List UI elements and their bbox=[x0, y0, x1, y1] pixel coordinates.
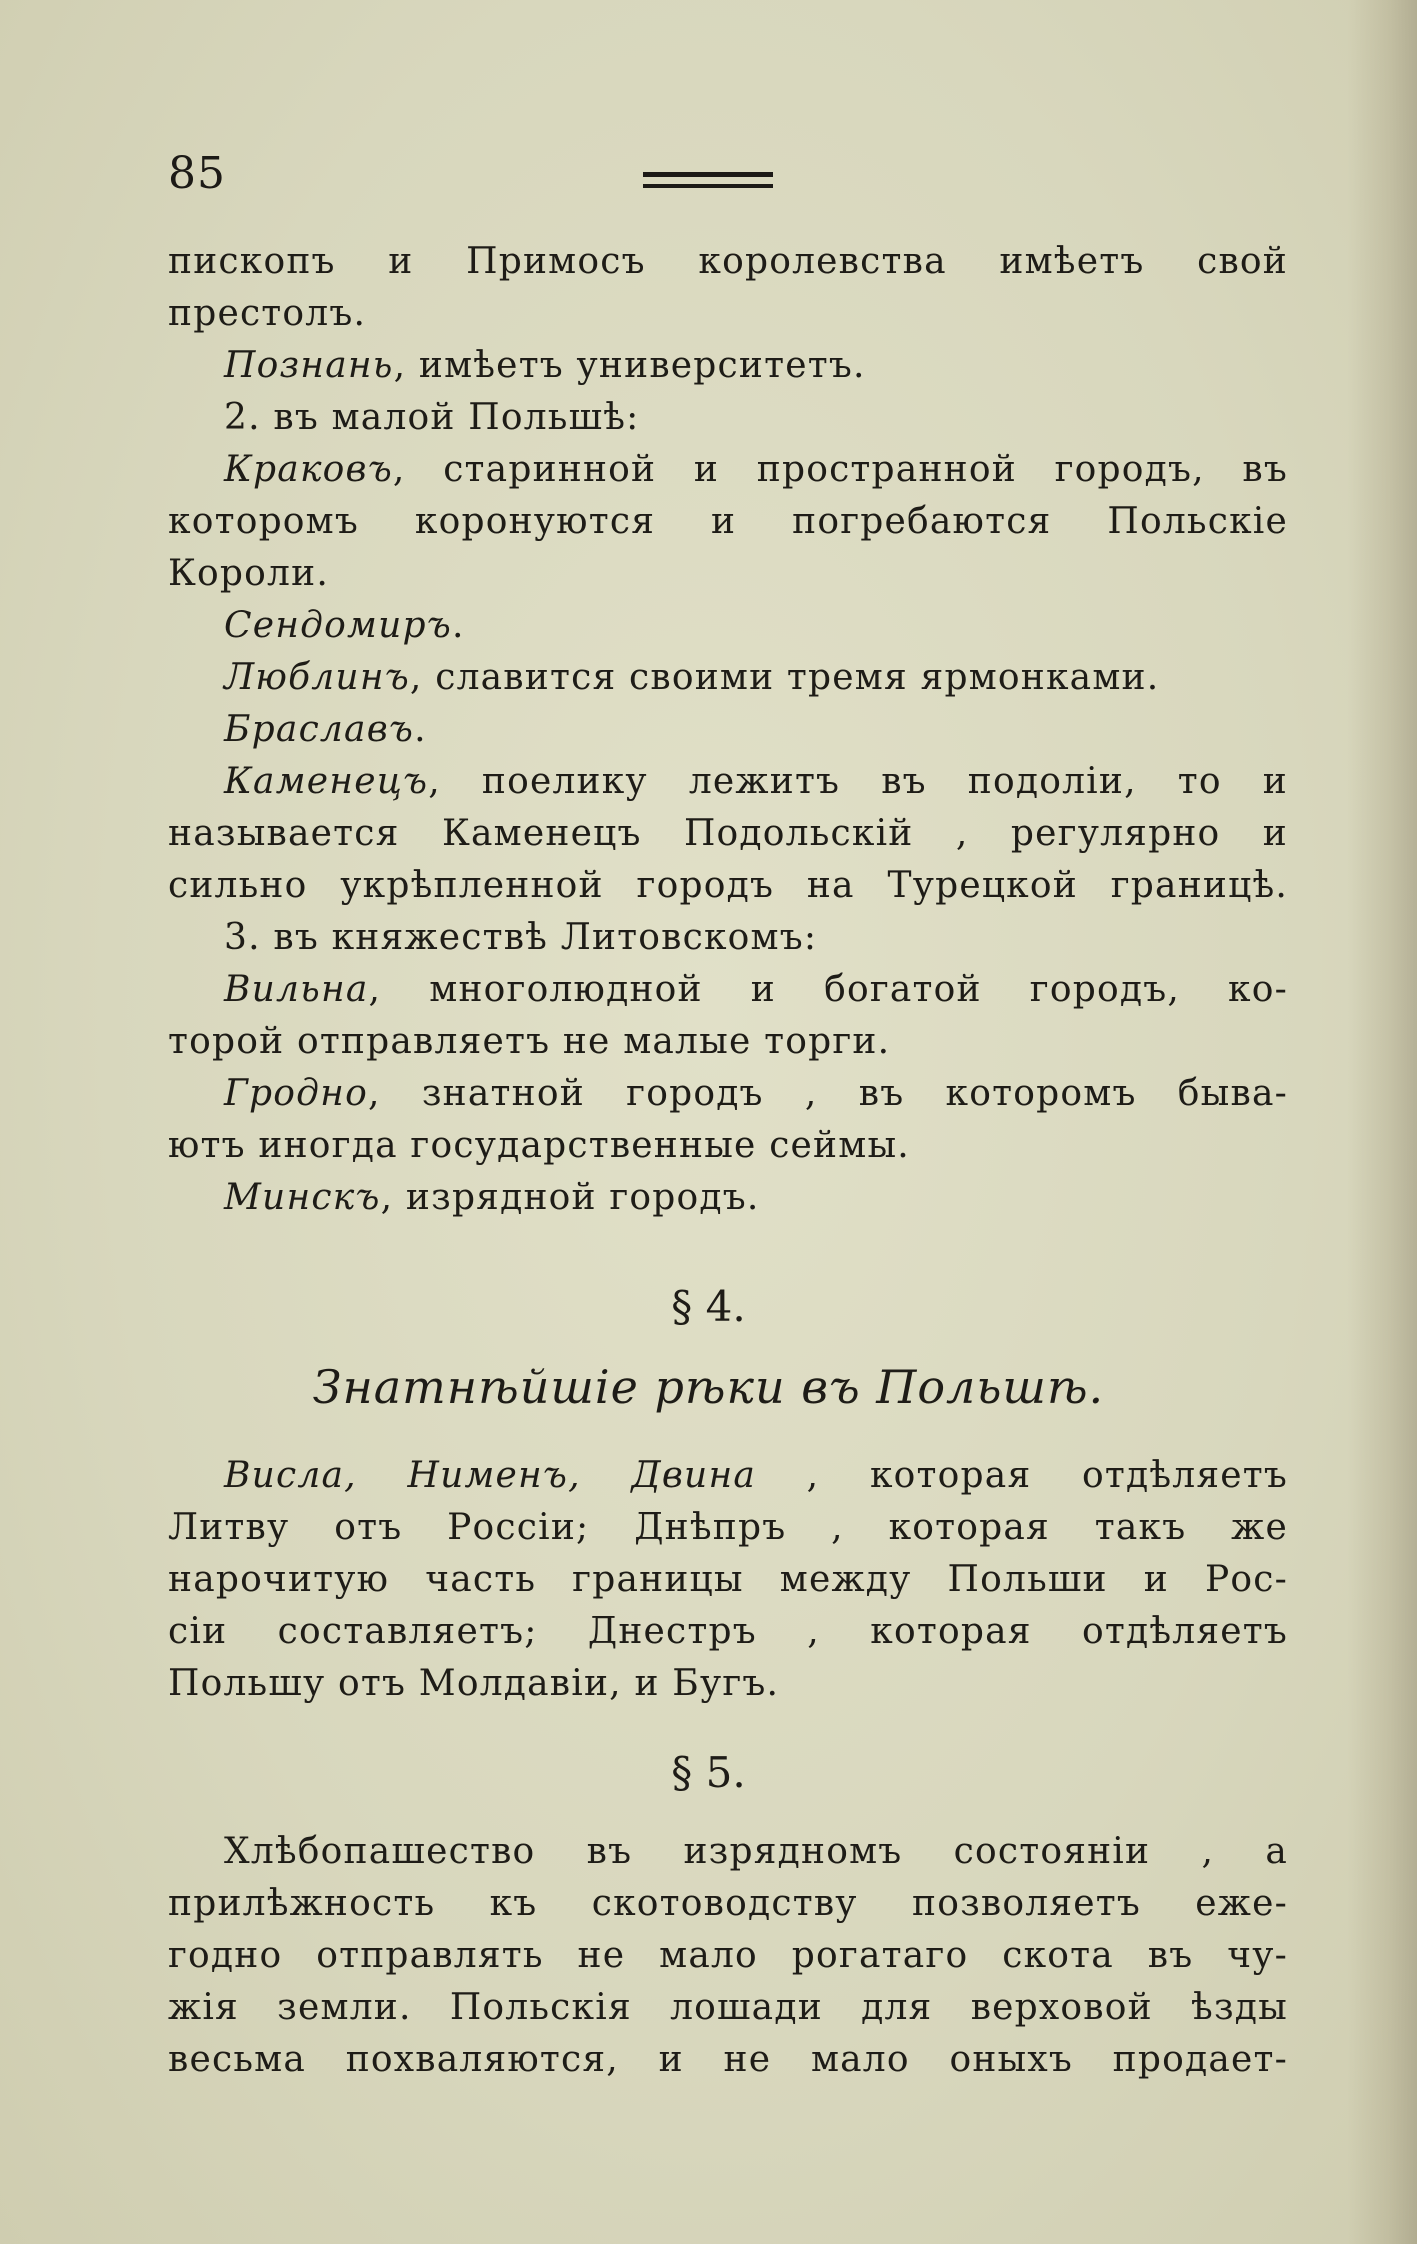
city-name: Познань bbox=[224, 345, 394, 386]
city-name: Краковъ bbox=[224, 449, 393, 490]
header-rule bbox=[643, 184, 773, 188]
text-line: весьма похваляются, и не мало оныхъ продает- bbox=[168, 2039, 1288, 2080]
text-line: сильно укрѣпленной городъ на Турецкой границѣ. bbox=[168, 865, 1288, 906]
city-name: Каменецъ bbox=[224, 761, 429, 802]
page-number: 85 bbox=[168, 148, 226, 199]
text-line: прилѣжность къ скотоводству позволяетъ еже- bbox=[168, 1883, 1288, 1924]
text-line: 2. въ малой Польшѣ: bbox=[224, 397, 640, 438]
city-name: Браславъ bbox=[224, 709, 415, 750]
text-line: сіи составляетъ; Днестръ , которая отдѣляетъ bbox=[168, 1611, 1288, 1652]
text-block-cities bbox=[168, 236, 1288, 1224]
text-block-rivers bbox=[168, 1450, 1288, 1710]
header-rule bbox=[643, 172, 773, 177]
text-line: Литву отъ Россіи; Днѣпръ , которая такъ же bbox=[168, 1507, 1288, 1548]
text-line: Люблинъ, славится своими тремя ярмонками. bbox=[224, 657, 1160, 698]
text-line: Краковъ, старинной и пространной городъ, въ bbox=[224, 449, 1288, 490]
text-line: Каменецъ, поелику лежитъ въ подоліи, то и bbox=[224, 761, 1288, 802]
text-line: торой отправляетъ не малые торги. bbox=[168, 1021, 891, 1062]
river-names: Висла, Нименъ, Двина bbox=[224, 1455, 757, 1496]
text-line: ютъ иногда государственные сеймы. bbox=[168, 1125, 910, 1166]
text-line: Вильна, многолюдной и богатой городъ, ко- bbox=[224, 969, 1288, 1010]
text-line: называется Каменецъ Подольскій , регулярно и bbox=[168, 813, 1288, 854]
page-edge-shadow bbox=[1347, 0, 1417, 2244]
city-name: Вильна bbox=[224, 969, 369, 1010]
text-line: Познань, имѣетъ университетъ. bbox=[224, 345, 866, 386]
text-line: Польшу отъ Молдавіи, и Бугъ. bbox=[168, 1663, 780, 1704]
text-line: Гродно, знатной городъ , въ которомъ быва- bbox=[224, 1073, 1288, 1114]
section-title-rivers: Знатнѣйшіе рѣки въ Польшѣ. bbox=[312, 1360, 1105, 1414]
city-name: Гродно bbox=[224, 1073, 368, 1114]
text-line: пископъ и Примосъ королевства имѣетъ свой bbox=[168, 241, 1288, 282]
text-line: жія земли. Польскія лошади для верховой ѣзды bbox=[168, 1987, 1288, 2028]
text-line: нарочитую часть границы между Польши и Рос- bbox=[168, 1559, 1288, 1600]
text-block-agriculture bbox=[168, 1826, 1288, 2086]
text-line: Сендомиръ. bbox=[224, 605, 465, 646]
text-line: Висла, Нименъ, Двина , которая отдѣляетъ bbox=[224, 1455, 1288, 1496]
city-name: Сендомиръ bbox=[224, 605, 452, 646]
text-line: годно отправлять не мало рогатаго скота въ чу- bbox=[168, 1935, 1288, 1976]
text-line: которомъ коронуются и погребаются Польскіе bbox=[168, 501, 1288, 542]
section-sign-4: § 4. bbox=[671, 1282, 746, 1331]
section-sign-5: § 5. bbox=[671, 1748, 746, 1797]
text-line: Хлѣбопашество въ изрядномъ состояніи , а bbox=[224, 1831, 1288, 1872]
text-line: Браславъ. bbox=[224, 709, 427, 750]
text-line: Короли. bbox=[168, 553, 329, 594]
city-name: Люблинъ bbox=[224, 657, 410, 698]
city-name: Минскъ bbox=[224, 1177, 381, 1218]
text-line: Минскъ, изрядной городъ. bbox=[224, 1177, 760, 1218]
text-line: 3. въ княжествѣ Литовскомъ: bbox=[224, 917, 818, 958]
text-line: престолъ. bbox=[168, 293, 367, 334]
